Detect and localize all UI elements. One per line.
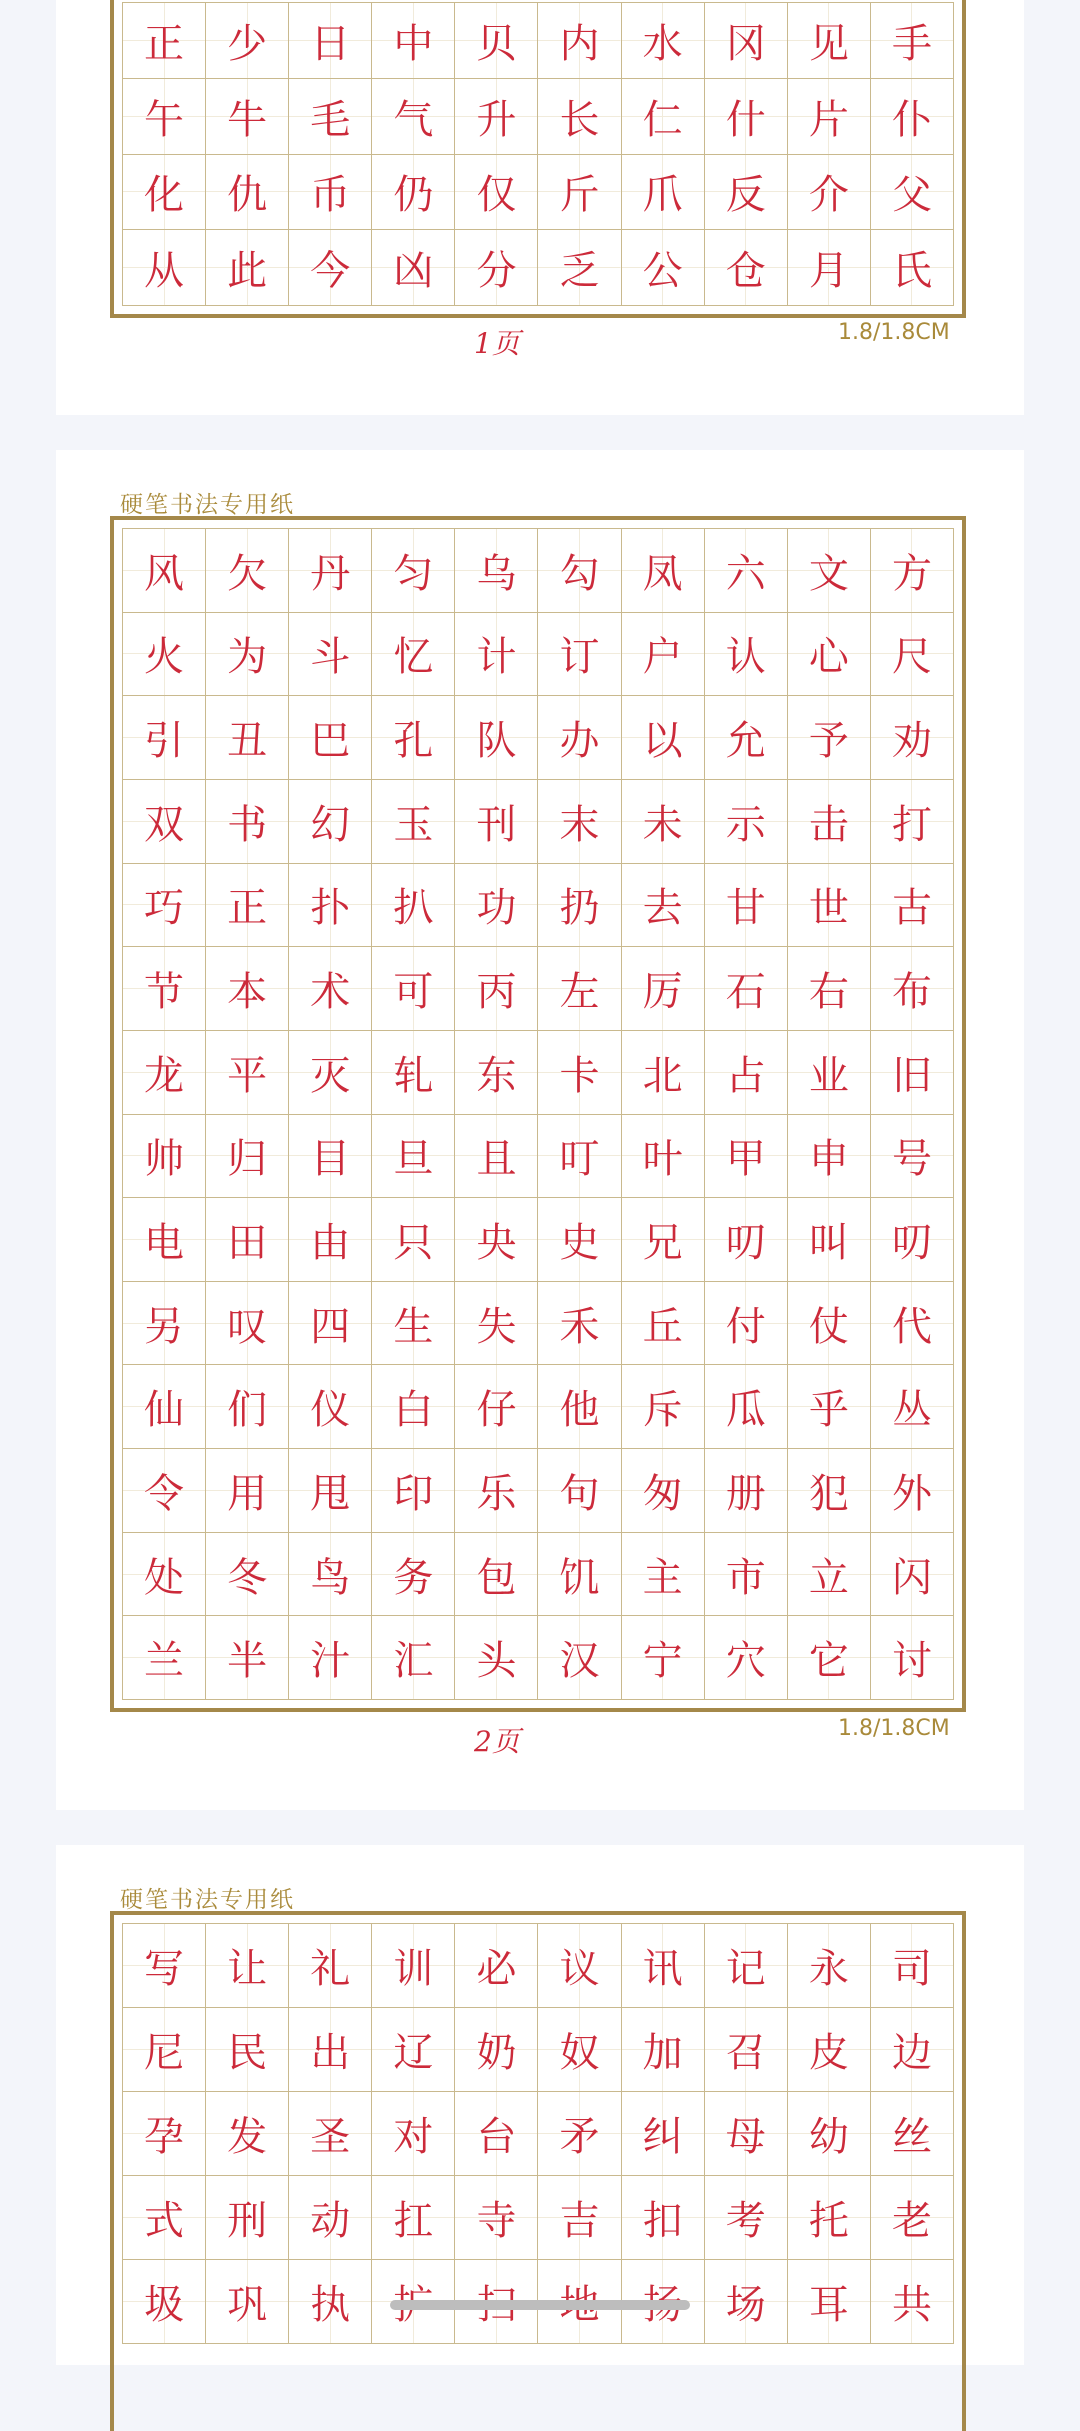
grid-cell: 寺: [455, 2176, 538, 2260]
grid-cell: 叨: [705, 1198, 788, 1282]
grid-cell: 穴: [705, 1616, 788, 1700]
grid-cell: 发: [206, 2092, 289, 2176]
grid-cell: 出: [289, 2008, 372, 2092]
scroll-indicator[interactable]: [390, 2300, 690, 2310]
grid-cell: 心: [788, 613, 871, 697]
grid-cell: 日: [289, 3, 372, 79]
grid-cell: 扔: [538, 864, 621, 948]
grid-cell: 兄: [622, 1198, 705, 1282]
grid-cell: 氏: [871, 230, 954, 306]
grid-cell: 东: [455, 1031, 538, 1115]
grid-cell: 手: [871, 3, 954, 79]
grid-cell: 今: [289, 230, 372, 306]
grid-cell: 乎: [788, 1365, 871, 1449]
grid-cell: 击: [788, 780, 871, 864]
grid-cell: 孕: [123, 2092, 206, 2176]
grid-cell: 幼: [788, 2092, 871, 2176]
practice-sheet-card-1: [56, 0, 1024, 415]
grid-cell: 长: [538, 79, 621, 155]
grid-cell: 司: [871, 1924, 954, 2008]
grid-cell: 石: [705, 947, 788, 1031]
grid-cell: 匆: [622, 1449, 705, 1533]
grid-cell: 仅: [455, 155, 538, 231]
grid-cell: 毛: [289, 79, 372, 155]
grid-cell: 内: [538, 3, 621, 79]
grid-cell: 圣: [289, 2092, 372, 2176]
grid-cell: 失: [455, 1282, 538, 1366]
grid-cell: 市: [705, 1533, 788, 1617]
paper-label: 硬笔书法专用纸: [120, 1887, 295, 1913]
grid-cell: 议: [538, 1924, 621, 2008]
grid-cell: 白: [372, 1365, 455, 1449]
grid-cell: 升: [455, 79, 538, 155]
grid-cell: 冬: [206, 1533, 289, 1617]
character-grid: [122, 2, 954, 306]
character-grid: [122, 1923, 954, 2344]
grid-cell: 少: [206, 3, 289, 79]
grid-cell: 方: [871, 529, 954, 613]
grid-cell: 目: [289, 1115, 372, 1199]
grid-cell: 汁: [289, 1616, 372, 1700]
grid-cell: 吉: [538, 2176, 621, 2260]
grid-cell: 可: [372, 947, 455, 1031]
grid-cell: 乌: [455, 529, 538, 613]
grid-cell: 仆: [871, 79, 954, 155]
grid-cell: 扣: [622, 2176, 705, 2260]
grid-cell: 叶: [622, 1115, 705, 1199]
grid-cell: 共: [871, 2260, 954, 2344]
grid-cell: 世: [788, 864, 871, 948]
grid-cell: 币: [289, 155, 372, 231]
grid-cell: 术: [289, 947, 372, 1031]
grid-cell: 末: [538, 780, 621, 864]
grid-cell: 月: [788, 230, 871, 306]
grid-cell: 见: [788, 3, 871, 79]
grid-cell: 瓜: [705, 1365, 788, 1449]
grid-cell: 巧: [123, 864, 206, 948]
grid-cell: 引: [123, 696, 206, 780]
grid-cell: 订: [538, 613, 621, 697]
grid-cell: 圾: [123, 2260, 206, 2344]
grid-cell: 正: [206, 864, 289, 948]
grid-cell: 欠: [206, 529, 289, 613]
grid-cell: 四: [289, 1282, 372, 1366]
grid-cell: 户: [622, 613, 705, 697]
grid-cell: 兰: [123, 1616, 206, 1700]
page-number: 1页: [474, 327, 520, 360]
grid-cell: 丝: [871, 2092, 954, 2176]
grid-cell: 右: [788, 947, 871, 1031]
grid-cell: 它: [788, 1616, 871, 1700]
grid-cell: 民: [206, 2008, 289, 2092]
grid-cell: 卡: [538, 1031, 621, 1115]
grid-cell: 布: [871, 947, 954, 1031]
grid-cell: 边: [871, 2008, 954, 2092]
grid-cell: 乐: [455, 1449, 538, 1533]
grid-cell: 叹: [206, 1282, 289, 1366]
grid-cell: 汉: [538, 1616, 621, 1700]
grid-cell: 允: [705, 696, 788, 780]
grid-cell: 仔: [455, 1365, 538, 1449]
grid-cell: 龙: [123, 1031, 206, 1115]
grid-cell: 忆: [372, 613, 455, 697]
grid-cell: 史: [538, 1198, 621, 1282]
grid-cell: 丹: [289, 529, 372, 613]
grid-cell: 半: [206, 1616, 289, 1700]
grid-frame: [110, 0, 966, 318]
grid-cell: 宁: [622, 1616, 705, 1700]
grid-cell: 加: [622, 2008, 705, 2092]
grid-cell: 写: [123, 1924, 206, 2008]
grid-cell: 仍: [372, 155, 455, 231]
grid-cell: 训: [372, 1924, 455, 2008]
character-grid: [122, 528, 954, 1700]
grid-cell: 他: [538, 1365, 621, 1449]
grid-size-spec: 1.8/1.8CM: [838, 1716, 950, 1741]
grid-cell: 号: [871, 1115, 954, 1199]
grid-cell: 计: [455, 613, 538, 697]
grid-cell: 凤: [622, 529, 705, 613]
grid-cell: 六: [705, 529, 788, 613]
grid-cell: 认: [705, 613, 788, 697]
grid-cell: 气: [372, 79, 455, 155]
grid-cell: 仙: [123, 1365, 206, 1449]
grid-cell: 甘: [705, 864, 788, 948]
grid-cell: 爪: [622, 155, 705, 231]
grid-cell: 刑: [206, 2176, 289, 2260]
grid-cell: 示: [705, 780, 788, 864]
grid-cell: 书: [206, 780, 289, 864]
grid-cell: 勾: [538, 529, 621, 613]
grid-cell: 玉: [372, 780, 455, 864]
grid-cell: 包: [455, 1533, 538, 1617]
grid-cell: 辽: [372, 2008, 455, 2092]
grid-cell: 句: [538, 1449, 621, 1533]
practice-sheet-card-2: [56, 450, 1024, 1810]
grid-cell: 此: [206, 230, 289, 306]
grid-cell: 文: [788, 529, 871, 613]
grid-cell: 扛: [372, 2176, 455, 2260]
grid-cell: 们: [206, 1365, 289, 1449]
grid-cell: 办: [538, 696, 621, 780]
practice-sheet-card-3: [56, 1845, 1024, 2365]
grid-cell: 古: [871, 864, 954, 948]
grid-cell: 动: [289, 2176, 372, 2260]
grid-cell: 正: [123, 3, 206, 79]
grid-cell: 孔: [372, 696, 455, 780]
grid-cell: 讨: [871, 1616, 954, 1700]
grid-cell: 对: [372, 2092, 455, 2176]
grid-cell: 主: [622, 1533, 705, 1617]
grid-cell: 扒: [372, 864, 455, 948]
grid-cell: 外: [871, 1449, 954, 1533]
grid-cell: 火: [123, 613, 206, 697]
grid-cell: 厉: [622, 947, 705, 1031]
grid-cell: 介: [788, 155, 871, 231]
grid-cell: 申: [788, 1115, 871, 1199]
grid-cell: 未: [622, 780, 705, 864]
grid-cell: 奴: [538, 2008, 621, 2092]
grid-cell: 公: [622, 230, 705, 306]
grid-cell: 片: [788, 79, 871, 155]
grid-cell: 仇: [206, 155, 289, 231]
grid-cell: 用: [206, 1449, 289, 1533]
grid-cell: 占: [705, 1031, 788, 1115]
grid-cell: 化: [123, 155, 206, 231]
grid-cell: 本: [206, 947, 289, 1031]
grid-cell: 予: [788, 696, 871, 780]
grid-size-spec: 1.8/1.8CM: [838, 320, 950, 345]
grid-cell: 奶: [455, 2008, 538, 2092]
grid-cell: 旦: [372, 1115, 455, 1199]
grid-cell: 鸟: [289, 1533, 372, 1617]
grid-cell: 业: [788, 1031, 871, 1115]
grid-cell: 另: [123, 1282, 206, 1366]
grid-cell: 尼: [123, 2008, 206, 2092]
grid-cell: 帅: [123, 1115, 206, 1199]
grid-cell: 中: [372, 3, 455, 79]
grid-cell: 打: [871, 780, 954, 864]
grid-cell: 父: [871, 155, 954, 231]
grid-cell: 节: [123, 947, 206, 1031]
grid-cell: 幻: [289, 780, 372, 864]
grid-cell: 功: [455, 864, 538, 948]
grid-cell: 让: [206, 1924, 289, 2008]
grid-cell: 礼: [289, 1924, 372, 2008]
grid-cell: 执: [289, 2260, 372, 2344]
grid-cell: 冈: [705, 3, 788, 79]
grid-cell: 务: [372, 1533, 455, 1617]
grid-cell: 北: [622, 1031, 705, 1115]
grid-cell: 灭: [289, 1031, 372, 1115]
grid-cell: 饥: [538, 1533, 621, 1617]
grid-cell: 水: [622, 3, 705, 79]
grid-cell: 记: [705, 1924, 788, 2008]
grid-cell: 刊: [455, 780, 538, 864]
grid-cell: 台: [455, 2092, 538, 2176]
grid-cell: 反: [705, 155, 788, 231]
grid-cell: 生: [372, 1282, 455, 1366]
grid-cell: 皮: [788, 2008, 871, 2092]
grid-cell: 付: [705, 1282, 788, 1366]
grid-cell: 去: [622, 864, 705, 948]
grid-cell: 耳: [788, 2260, 871, 2344]
grid-cell: 甲: [705, 1115, 788, 1199]
grid-cell: 叫: [788, 1198, 871, 1282]
grid-cell: 叨: [871, 1198, 954, 1282]
grid-cell: 禾: [538, 1282, 621, 1366]
grid-cell: 丛: [871, 1365, 954, 1449]
grid-cell: 斗: [289, 613, 372, 697]
grid-cell: 贝: [455, 3, 538, 79]
grid-cell: 分: [455, 230, 538, 306]
grid-frame: [110, 1911, 966, 2431]
grid-cell: 考: [705, 2176, 788, 2260]
grid-cell: 召: [705, 2008, 788, 2092]
grid-cell: 且: [455, 1115, 538, 1199]
grid-cell: 乏: [538, 230, 621, 306]
grid-cell: 劝: [871, 696, 954, 780]
page-number: 2页: [474, 1725, 520, 1758]
grid-cell: 纠: [622, 2092, 705, 2176]
grid-cell: 牛: [206, 79, 289, 155]
grid-cell: 双: [123, 780, 206, 864]
grid-cell: 式: [123, 2176, 206, 2260]
grid-cell: 尺: [871, 613, 954, 697]
grid-cell: 平: [206, 1031, 289, 1115]
grid-cell: 电: [123, 1198, 206, 1282]
grid-cell: 必: [455, 1924, 538, 2008]
grid-cell: 托: [788, 2176, 871, 2260]
grid-cell: 场: [705, 2260, 788, 2344]
grid-cell: 由: [289, 1198, 372, 1282]
grid-cell: 匀: [372, 529, 455, 613]
grid-cell: 矛: [538, 2092, 621, 2176]
grid-cell: 归: [206, 1115, 289, 1199]
grid-cell: 闪: [871, 1533, 954, 1617]
grid-cell: 午: [123, 79, 206, 155]
grid-cell: 央: [455, 1198, 538, 1282]
grid-cell: 斥: [622, 1365, 705, 1449]
grid-cell: 犯: [788, 1449, 871, 1533]
grid-cell: 汇: [372, 1616, 455, 1700]
grid-cell: 旧: [871, 1031, 954, 1115]
grid-cell: 丘: [622, 1282, 705, 1366]
grid-cell: 轧: [372, 1031, 455, 1115]
grid-cell: 永: [788, 1924, 871, 2008]
grid-cell: 仪: [289, 1365, 372, 1449]
grid-cell: 丑: [206, 696, 289, 780]
grid-cell: 处: [123, 1533, 206, 1617]
grid-cell: 左: [538, 947, 621, 1031]
grid-cell: 甩: [289, 1449, 372, 1533]
grid-frame: [110, 516, 966, 1712]
grid-cell: 仓: [705, 230, 788, 306]
grid-cell: 风: [123, 529, 206, 613]
grid-cell: 从: [123, 230, 206, 306]
grid-cell: 以: [622, 696, 705, 780]
grid-cell: 只: [372, 1198, 455, 1282]
grid-cell: 讯: [622, 1924, 705, 2008]
grid-cell: 扑: [289, 864, 372, 948]
grid-cell: 印: [372, 1449, 455, 1533]
grid-cell: 册: [705, 1449, 788, 1533]
grid-cell: 队: [455, 696, 538, 780]
grid-cell: 巩: [206, 2260, 289, 2344]
paper-label: 硬笔书法专用纸: [120, 492, 295, 518]
grid-cell: 田: [206, 1198, 289, 1282]
grid-cell: 巴: [289, 696, 372, 780]
grid-cell: 立: [788, 1533, 871, 1617]
grid-cell: 仗: [788, 1282, 871, 1366]
grid-cell: 老: [871, 2176, 954, 2260]
grid-cell: 母: [705, 2092, 788, 2176]
grid-cell: 斤: [538, 155, 621, 231]
grid-cell: 仁: [622, 79, 705, 155]
grid-cell: 令: [123, 1449, 206, 1533]
grid-cell: 头: [455, 1616, 538, 1700]
grid-cell: 什: [705, 79, 788, 155]
grid-cell: 丙: [455, 947, 538, 1031]
grid-cell: 凶: [372, 230, 455, 306]
grid-cell: 叮: [538, 1115, 621, 1199]
grid-cell: 为: [206, 613, 289, 697]
grid-cell: 代: [871, 1282, 954, 1366]
